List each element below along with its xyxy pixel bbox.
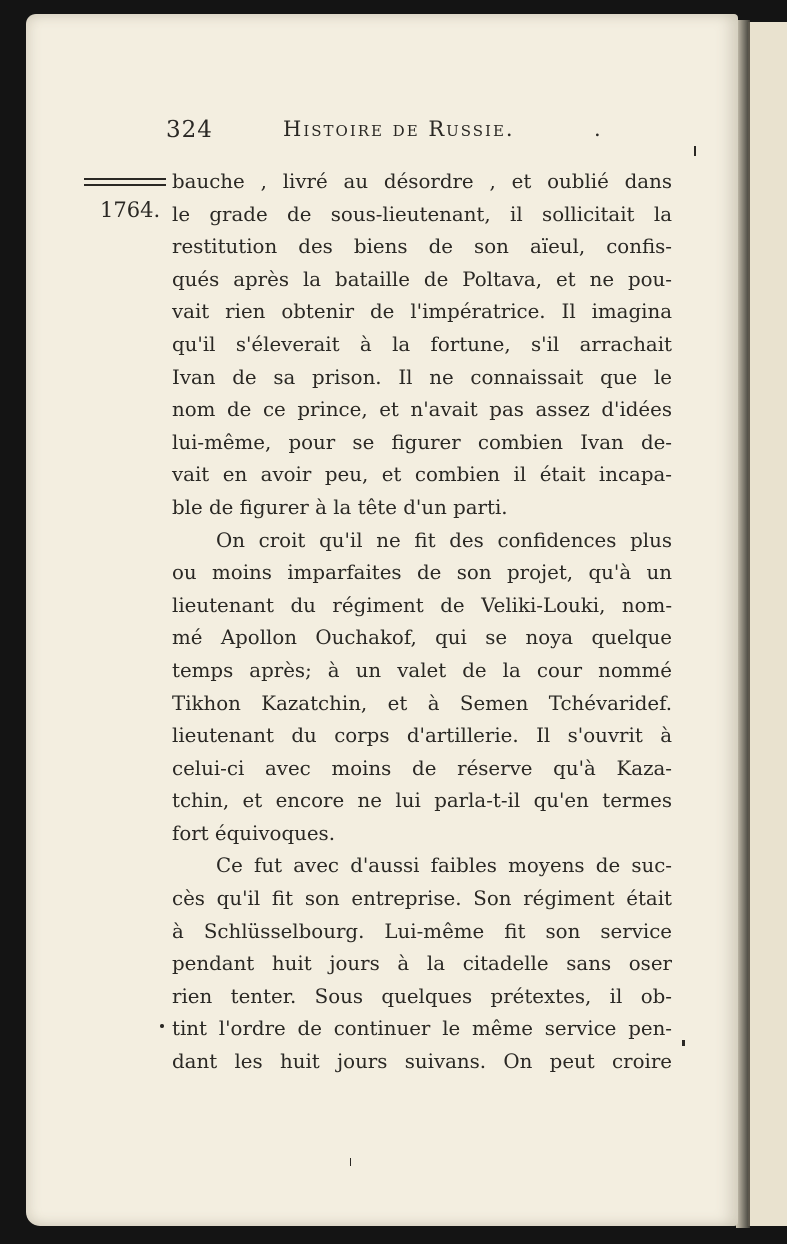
text-line: lieutenant du régiment de Veliki-Louki, nom-: [172, 593, 672, 617]
text-line: tchin, et encore ne lui parla-t-il qu'en termes: [172, 789, 672, 813]
text-line: qu'il s'éleverait à la fortune, s'il arrachait: [172, 332, 672, 356]
text-line: celui-ci avec moins de réserve qu'à Kaza-: [172, 756, 672, 780]
ink-speck: [694, 146, 696, 156]
paragraph-start-line: Ce fut avec d'aussi faibles moyens de suc-: [216, 854, 672, 878]
page-number: 324: [166, 117, 213, 143]
text-line: fort équivoques.: [172, 821, 335, 845]
text-line: nom de ce prince, et n'avait pas assez d'idées: [172, 398, 672, 422]
text-line: tint l'ordre de continuer le même service pen-: [172, 1017, 672, 1041]
text-line: Ivan de sa prison. Il ne connaissait que le: [172, 365, 672, 389]
text-line: lui-même, pour se figurer combien Ivan de-: [172, 430, 672, 454]
text-line: Tikhon Kazatchin, et à Semen Tchévaridef.: [172, 691, 672, 715]
text-line: rien tenter. Sous quelques prétextes, il ob-: [172, 984, 672, 1008]
margin-rule-bottom: [84, 184, 166, 186]
margin-year-note: 1764.: [100, 198, 161, 222]
paragraph-start-line: On croit qu'il ne fit des confidences plus: [216, 528, 672, 552]
ink-speck: [160, 1024, 164, 1028]
ink-speck: [350, 1158, 351, 1166]
text-line: qués après la bataille de Poltava, et ne pou-: [172, 267, 672, 291]
text-line: mé Apollon Ouchakof, qui se noya quelque: [172, 626, 672, 650]
ink-speck: [682, 1040, 685, 1046]
text-line: ble de figurer à la tête d'un parti.: [172, 495, 508, 519]
text-line: restitution des biens de son aïeul, confis-: [172, 235, 672, 259]
body-text: [172, 166, 672, 1079]
text-line: le grade de sous-lieutenant, il sollicitait la: [172, 202, 672, 226]
text-line: lieutenant du corps d'artillerie. Il s'ouvrit à: [172, 724, 672, 748]
facing-page-edge: [748, 22, 787, 1226]
text-line: pendant huit jours à la citadelle sans oser: [172, 952, 672, 976]
text-line: cès qu'il fit son entreprise. Son régiment était: [172, 887, 672, 911]
page-header: [0, 117, 787, 147]
text-line: temps après; à un valet de la cour nommé: [172, 658, 672, 682]
text-line: à Schlüsselbourg. Lui-même fit son service: [172, 919, 672, 943]
text-line: dant les huit jours suivans. On peut croire: [172, 1050, 672, 1074]
text-line: ou moins imparfaites de son projet, qu'à un: [172, 561, 672, 585]
text-line: vait en avoir peu, et combien il était incapa-: [172, 463, 672, 487]
running-title: Histoire de Russie.: [283, 117, 515, 141]
text-line: vait rien obtenir de l'impératrice. Il imagina: [172, 300, 672, 324]
text-line: bauche , livré au désordre , et oublié dans: [172, 170, 672, 193]
margin-rule-top: [84, 178, 166, 180]
header-trailing-mark: .: [594, 117, 601, 141]
